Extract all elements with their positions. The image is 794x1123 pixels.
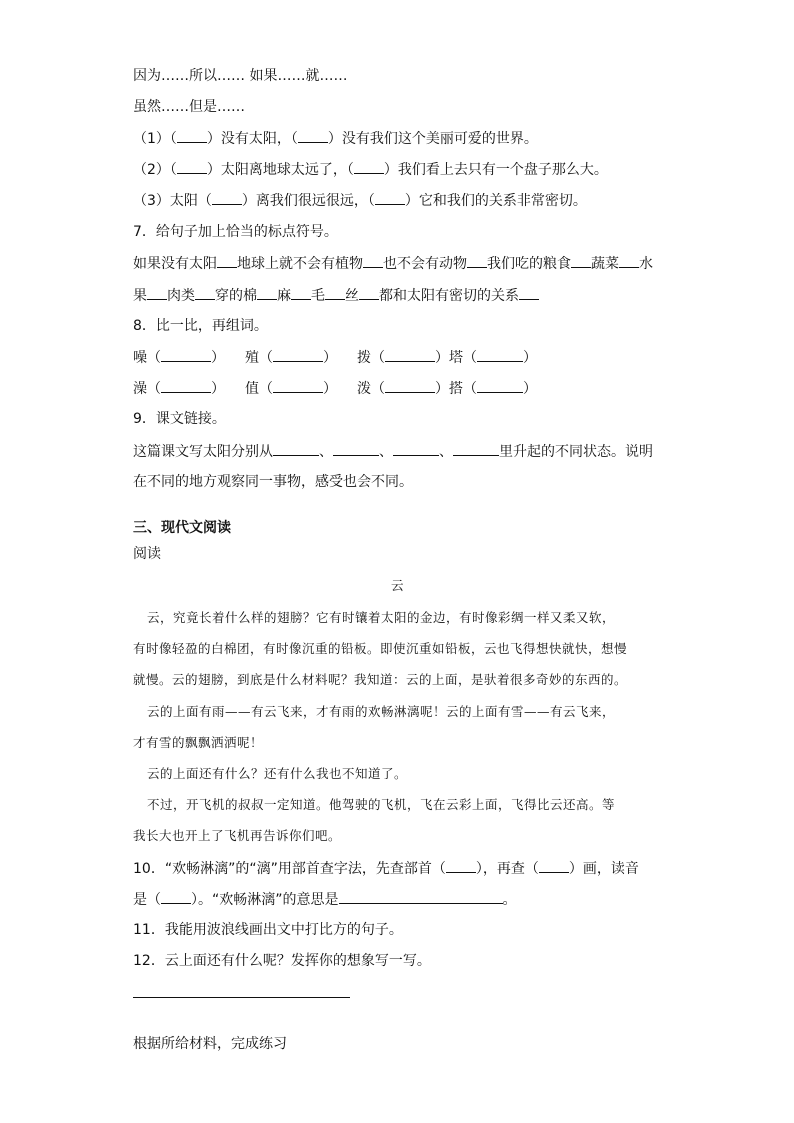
answer-blank[interactable] [161, 889, 191, 904]
q12: 12．云上面还有什么呢？发挥你的想象写一写。 [133, 953, 431, 969]
punct-blank[interactable] [195, 285, 215, 300]
punct-blank[interactable] [571, 253, 591, 268]
section-3-title: 三、现代文阅读 [133, 520, 231, 536]
punct-blank[interactable] [359, 285, 379, 300]
answer-blank[interactable] [385, 347, 435, 362]
q7-title: 7．给句子加上恰当的标点符号。 [133, 224, 338, 240]
passage-p4-line-1: 不过，开飞机的叔叔一定知道。他驾驶的飞机，飞在云彩上面，飞得比云还高。等 [147, 797, 616, 812]
answer-blank[interactable] [354, 159, 384, 174]
q11: 11．我能用波浪线画出文中打比方的句子。 [133, 922, 403, 938]
q9-title: 9．课文链接。 [133, 411, 226, 427]
answer-blank[interactable] [273, 378, 323, 393]
q8-row-2: 澡（ ） 值（ ） 泼（ ）搭（ ） [133, 378, 537, 399]
answer-blank[interactable] [477, 347, 523, 362]
q10-line-2: 是（ ）。“欢畅淋漓”的意思是 。 [133, 889, 517, 910]
q7-sentence-line-2: 果 肉类 穿的棉 麻 毛 丝 都和太阳有密切的关系 [133, 285, 539, 306]
answer-blank[interactable] [273, 441, 319, 456]
section-3-subtitle: 阅读 [133, 546, 161, 562]
passage-p1-line-2: 有时像轻盈的白棉团，有时像沉重的铅板。即使沉重如铅板，云也飞得想快就快，想慢 [133, 641, 628, 656]
answer-blank[interactable] [339, 889, 503, 904]
answer-blank[interactable] [385, 378, 435, 393]
punct-blank[interactable] [325, 285, 345, 300]
punct-blank[interactable] [257, 285, 277, 300]
punct-blank[interactable] [619, 253, 639, 268]
passage-p3: 云的上面还有什么？还有什么我也不知道了。 [147, 766, 408, 781]
q9-line-2: 在不同的地方观察同一事物，感受也会不同。 [133, 474, 413, 490]
answer-blank[interactable] [446, 858, 476, 873]
answer-blank[interactable] [477, 378, 523, 393]
answer-blank[interactable] [177, 128, 207, 143]
punct-blank[interactable] [291, 285, 311, 300]
punct-blank[interactable] [217, 253, 237, 268]
punct-blank[interactable] [519, 285, 539, 300]
q7-sentence-line-1: 如果没有太阳 地球上就不会有植物 也不会有动物 我们吃的粮食 蔬菜 水 [133, 253, 653, 274]
answer-blank[interactable] [177, 159, 207, 174]
punct-blank[interactable] [147, 285, 167, 300]
answer-blank[interactable] [273, 347, 323, 362]
passage-p4-line-2: 我长大也开上了飞机再告诉你们吧。 [133, 828, 342, 843]
passage-p2-line-1: 云的上面有雨——有云飞来，才有雨的欢畅淋漓呢！云的上面有雪——有云飞来， [147, 704, 616, 719]
answer-blank[interactable] [539, 858, 569, 873]
q8-title: 8．比一比，再组词。 [133, 318, 268, 334]
q6-item-2: （2）（ ）太阳离地球太远了，（ ）我们看上去只有一个盘子那么大。 [133, 159, 608, 180]
answer-blank[interactable] [161, 378, 211, 393]
answer-blank[interactable] [453, 441, 499, 456]
q9-line-1: 这篇课文写太阳分别从 、 、 、 里升起的不同状态。说明 [133, 441, 653, 462]
q12-answer-line[interactable] [133, 997, 350, 998]
answer-blank[interactable] [333, 441, 379, 456]
answer-blank[interactable] [298, 128, 328, 143]
footer-instruction: 根据所给材料，完成练习 [133, 1036, 287, 1052]
punct-blank[interactable] [363, 253, 383, 268]
answer-blank[interactable] [161, 347, 211, 362]
q10-line-1: 10．“欢畅淋漓”的“漓”用部首查字法，先查部首（ ），再查（ ）画，读音 [133, 858, 639, 879]
q8-row-1: 噪（ ） 殖（ ） 拨（ ）塔（ ） [133, 347, 537, 368]
conjunction-options-row-2: 虽然……但是…… [133, 99, 245, 115]
punct-blank[interactable] [467, 253, 487, 268]
answer-blank[interactable] [375, 190, 405, 205]
passage-p2-line-2: 才有雪的飘飘洒洒呢！ [133, 735, 264, 750]
q6-item-3: （3）太阳（ ）离我们很远很远，（ ）它和我们的关系非常密切。 [133, 190, 587, 211]
q6-item-1: （1）（ ）没有太阳，（ ）没有我们这个美丽可爱的世界。 [133, 128, 538, 149]
passage-p1-line-3: 就慢。云的翅膀，到底是什么材料呢？我知道：云的上面，是驮着很多奇妙的东西的。 [133, 672, 628, 687]
answer-blank[interactable] [212, 190, 242, 205]
passage-p1-line-1: 云，究竟长着什么样的翅膀？它有时镶着太阳的金边，有时像彩绸一样又柔又软， [147, 610, 616, 625]
answer-blank[interactable] [393, 441, 439, 456]
conjunction-options-row-1: 因为……所以…… 如果……就…… [133, 68, 348, 84]
passage-title: 云 [391, 578, 405, 593]
